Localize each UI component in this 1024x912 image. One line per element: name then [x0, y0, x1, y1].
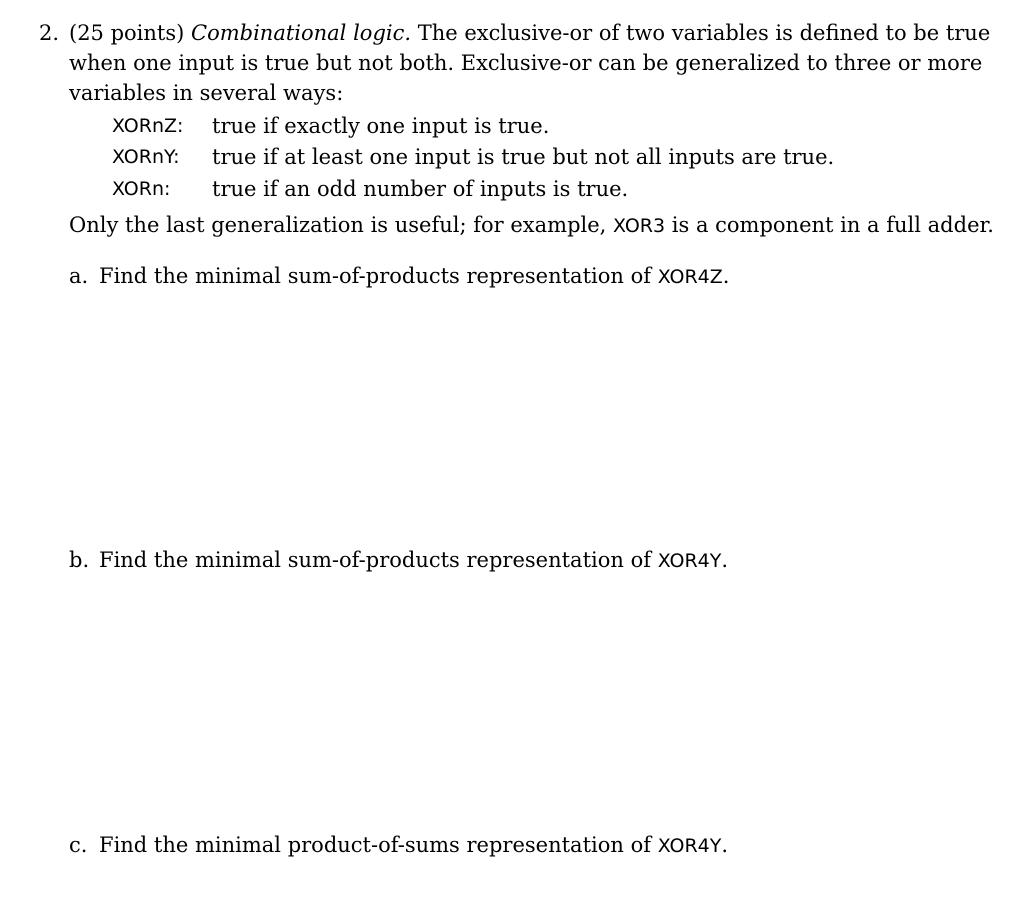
part-a-text: [99, 262, 729, 291]
part-c-text: [99, 831, 728, 860]
closing-after: is a component in a full adder.: [671, 213, 994, 237]
closing-sentence: [69, 211, 994, 240]
question-number: 2.: [39, 21, 60, 45]
definition-term-xorn: XORn:: [112, 178, 171, 200]
question-intro-line-1: [69, 19, 991, 47]
part-a-end: .: [722, 264, 730, 288]
part-a-term: XOR4Z: [657, 266, 723, 288]
part-c-prompt: Find the minimal product-of-sums representation of: [99, 833, 651, 857]
closing-term: XOR3: [613, 215, 666, 237]
part-b-text: [99, 546, 728, 575]
part-c-end: .: [721, 833, 729, 857]
closing-before: Only the last generalization is useful; for example,: [69, 213, 607, 237]
part-b-label: b.: [69, 548, 90, 572]
part-c-label: c.: [69, 833, 88, 857]
definition-text-xorn: true if an odd number of inputs is true.: [212, 177, 629, 201]
intro-text-1: The exclusive-or of two variables is defined to be true: [417, 21, 991, 45]
part-a-prompt: Find the minimal sum-of-products representation of: [99, 264, 651, 288]
part-c-term: XOR4Y: [657, 835, 722, 857]
part-b-prompt: Find the minimal sum-of-products representation of: [99, 548, 651, 572]
definition-text-xorny: true if at least one input is true but not all inputs are true.: [212, 145, 835, 169]
definition-term-xornz: XORnZ:: [112, 115, 184, 137]
question-intro-line-2: when one input is true but not both. Exclusive-or can be generalized to three or more: [69, 51, 983, 75]
definition-term-xorny: XORnY:: [112, 146, 180, 168]
question-points: (25 points): [69, 21, 185, 45]
part-a-label: a.: [69, 264, 89, 288]
part-b-end: .: [721, 548, 729, 572]
definition-text-xornz: true if exactly one input is true.: [212, 114, 550, 138]
question-topic: Combinational logic.: [191, 21, 412, 45]
question-intro-line-3: variables in several ways:: [69, 81, 344, 105]
part-b-term: XOR4Y: [657, 550, 722, 572]
